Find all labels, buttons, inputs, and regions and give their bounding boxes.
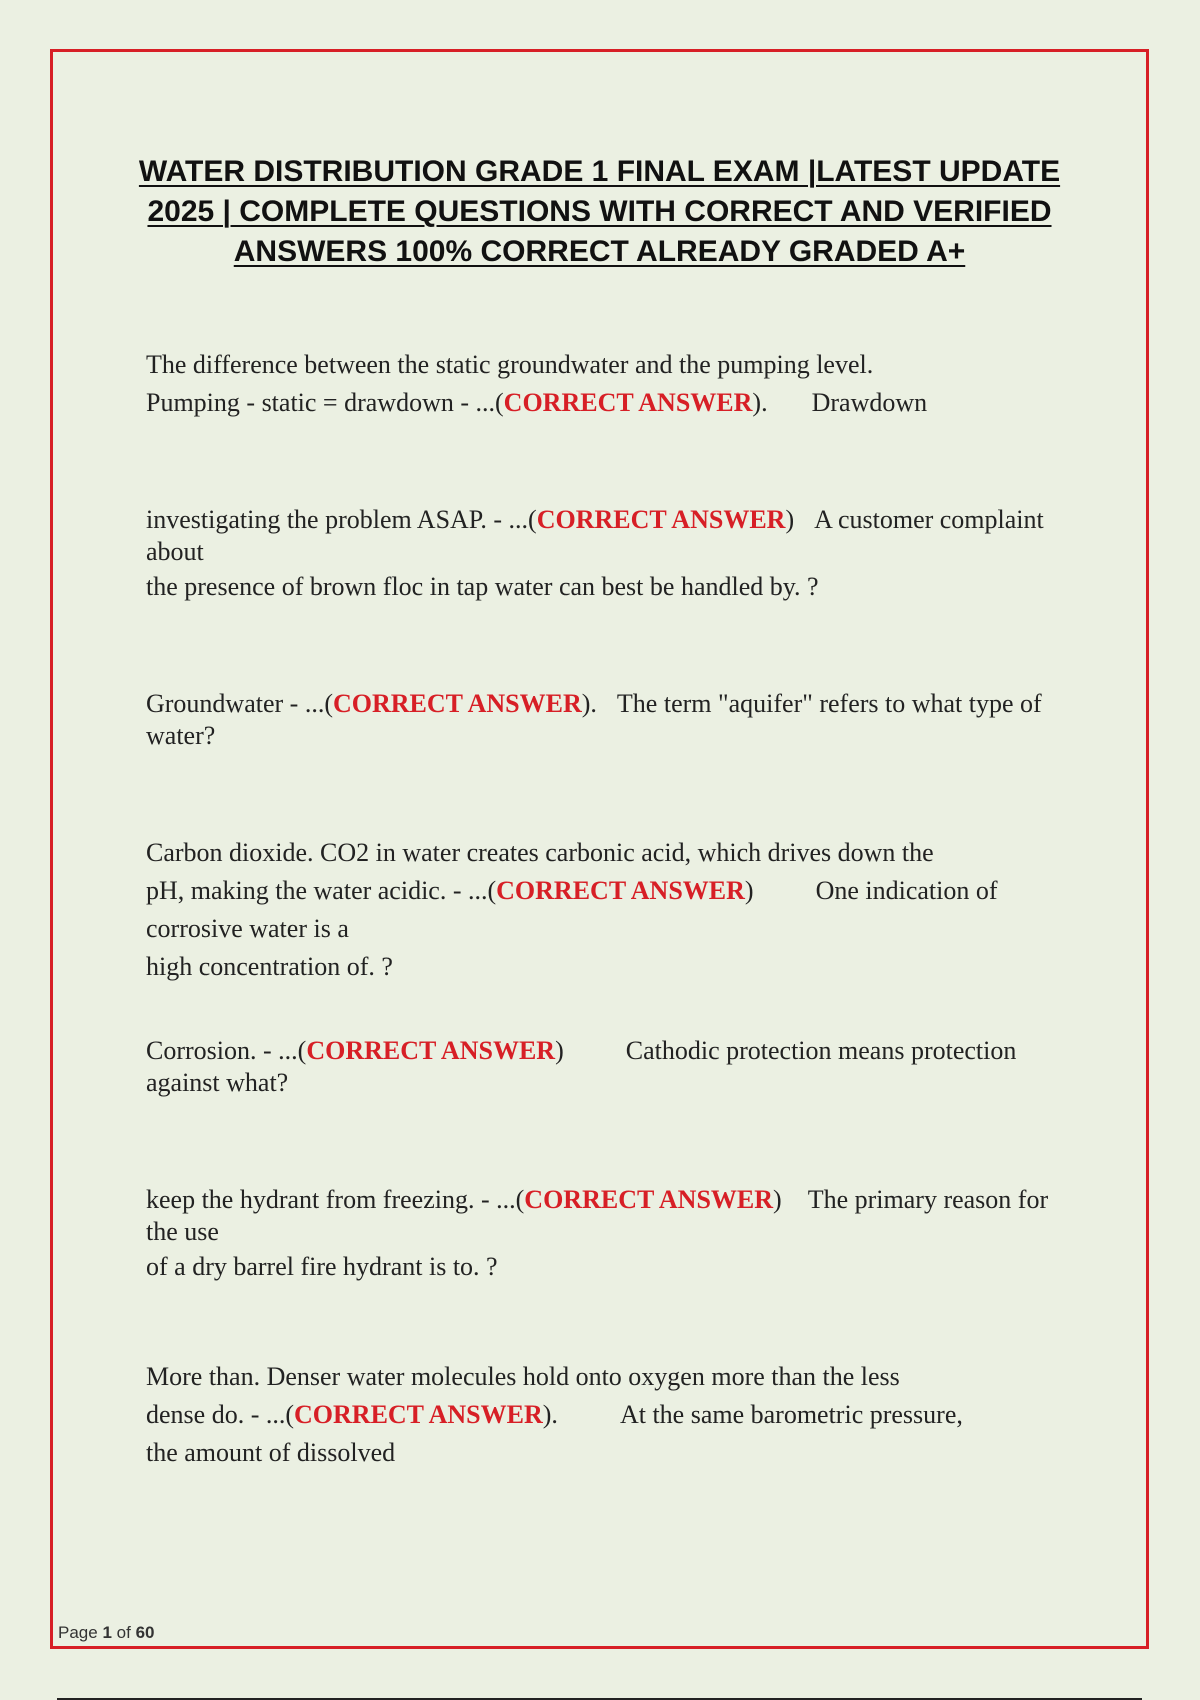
qa-line: the use <box>146 1217 219 1246</box>
qa-line <box>146 872 1132 910</box>
qa-line: the presence of brown floc in tap water can best be handled by. ? <box>146 572 819 601</box>
qa-text: Groundwater - ...( <box>146 689 333 718</box>
qa-line: the amount of dissolved <box>146 1438 396 1467</box>
qa-text: ) <box>773 1185 782 1214</box>
correct-answer-marker: CORRECT ANSWER <box>536 505 786 534</box>
qa-line: of a dry barrel fire hydrant is to. ? <box>146 1252 498 1281</box>
qa-question-text: At the same barometric pressure, <box>619 1400 963 1429</box>
qa-line: about <box>146 537 204 566</box>
qa-line <box>146 504 1132 536</box>
title-line-2: 2025 | COMPLETE QUESTIONS WITH CORRECT AND VERIFIED <box>147 195 1052 228</box>
qa-question-text: The term "aquifer" refers to what type of <box>616 689 1042 718</box>
page-of-label: of <box>116 1623 131 1642</box>
page-label: Page <box>58 1623 98 1642</box>
title-line-3: ANSWERS 100% CORRECT ALREADY GRADED A+ <box>233 235 966 268</box>
qa-text: ). <box>581 689 597 718</box>
page-total: 60 <box>135 1623 155 1642</box>
qa-line: high concentration of. ? <box>146 952 393 981</box>
document-title <box>93 152 1106 272</box>
qa-question-text: A customer complaint <box>814 505 1044 534</box>
page-border-frame <box>50 49 1149 1649</box>
correct-answer-marker: CORRECT ANSWER <box>524 1185 774 1214</box>
qa-item-7 <box>146 1358 1132 1472</box>
correct-answer-marker: CORRECT ANSWER <box>294 1400 543 1429</box>
qa-line <box>146 384 1132 422</box>
qa-question-text: Cathodic protection means protection <box>625 1036 1017 1065</box>
qa-text: Pumping - static = drawdown - ...( <box>146 388 504 417</box>
correct-answer-marker: CORRECT ANSWER <box>503 388 753 417</box>
title-line-1: WATER DISTRIBUTION GRADE 1 FINAL EXAM |LATEST UPDATE <box>138 155 1061 188</box>
qa-text: dense do. - ...( <box>146 1400 295 1429</box>
qa-text: ). <box>752 388 768 417</box>
qa-question-text: The primary reason for <box>807 1185 1049 1214</box>
qa-line <box>146 1396 1132 1434</box>
qa-text: Corrosion. - ...( <box>146 1036 307 1065</box>
correct-answer-marker: CORRECT ANSWER <box>496 876 745 905</box>
qa-item-1 <box>146 346 1132 422</box>
qa-line: water? <box>146 721 216 750</box>
qa-item-2 <box>146 504 1132 606</box>
qa-line <box>146 1035 1132 1067</box>
qa-line: against what? <box>146 1068 289 1097</box>
qa-text: ) <box>555 1036 564 1065</box>
qa-item-3 <box>146 688 1132 752</box>
qa-line <box>146 1184 1132 1216</box>
qa-answer-text: Drawdown <box>811 388 928 417</box>
qa-text: pH, making the water acidic. - ...( <box>146 876 497 905</box>
qa-item-5 <box>146 1035 1132 1099</box>
page-current: 1 <box>102 1623 112 1642</box>
qa-line <box>146 688 1132 720</box>
qa-line: The difference between the static groundwater and the pumping level. <box>146 350 874 379</box>
qa-question-text: One indication of <box>815 876 998 905</box>
qa-text: ). <box>542 1400 558 1429</box>
page-number <box>58 1623 154 1643</box>
qa-item-4 <box>146 834 1132 986</box>
qa-text: keep the hydrant from freezing. - ...( <box>146 1185 525 1214</box>
correct-answer-marker: CORRECT ANSWER <box>333 689 582 718</box>
qa-text: ) <box>785 505 795 534</box>
qa-item-6 <box>146 1184 1132 1286</box>
qa-text: investigating the problem ASAP. - ...( <box>146 505 537 534</box>
qa-text: ) <box>744 876 754 905</box>
correct-answer-marker: CORRECT ANSWER <box>306 1036 556 1065</box>
qa-line: More than. Denser water molecules hold onto oxygen more than the less <box>146 1362 900 1391</box>
qa-line: Carbon dioxide. CO2 in water creates carbonic acid, which drives down the <box>146 838 934 867</box>
qa-line: corrosive water is a <box>146 914 349 943</box>
